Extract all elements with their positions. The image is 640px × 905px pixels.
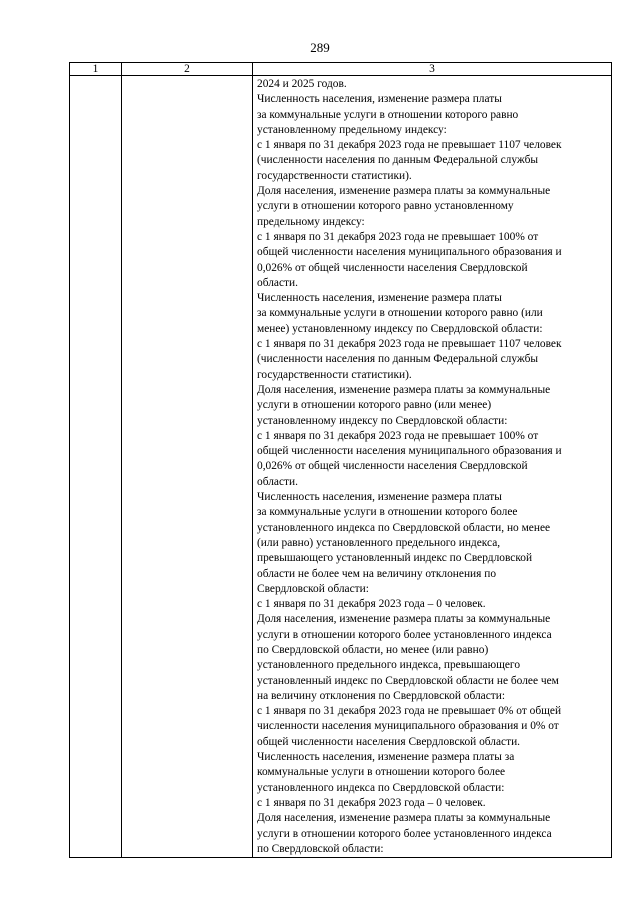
column-1-cell xyxy=(70,76,122,858)
text-line: за коммунальные услуги в отношении которого равно xyxy=(257,108,519,121)
text-line: по Свердловской области: xyxy=(257,842,384,855)
text-line: менее) установленному индексу по Свердловской области: xyxy=(257,322,543,335)
text-line: услуги в отношении которого равно установленному xyxy=(257,200,514,213)
text-line: 0,026% от общей численности населения Свердловской xyxy=(257,261,528,274)
text-line: превышающего установленный индекс по Свердловской xyxy=(257,552,533,565)
text-line: (численности населения по данным Федеральной службы xyxy=(257,353,539,366)
text-line: 2024 и 2025 годов. xyxy=(257,78,347,90)
text-line: с 1 января по 31 декабря 2023 года не превышает 100% от xyxy=(257,230,539,243)
text-line: общей численности населения Свердловской области. xyxy=(257,735,521,748)
text-line: услуги в отношении которого более установленного индекса xyxy=(257,827,552,840)
text-line: области не более чем на величину отклонения по xyxy=(257,567,497,580)
text-line: Численность населения, изменение размера платы за xyxy=(257,751,515,764)
column-2-cell xyxy=(122,76,253,858)
text-line: Численность населения, изменение размера платы xyxy=(257,491,502,504)
text-line: установленного предельного индекса, превышающего xyxy=(257,659,521,672)
text-line: общей численности населения муниципального образования и xyxy=(257,246,562,259)
column-header-1: 1 xyxy=(70,63,122,76)
text-line: услуги в отношении которого равно (или менее) xyxy=(257,399,492,412)
text-line: с 1 января по 31 декабря 2023 года не превышает 0% от общей xyxy=(257,705,562,718)
text-line: общей численности населения муниципального образования и xyxy=(257,445,562,458)
text-line: по Свердловской области, но менее (или равно) xyxy=(257,643,489,656)
text-line: с 1 января по 31 декабря 2023 года не превышает 100% от xyxy=(257,429,539,442)
text-line: Доля населения, изменение размера платы за коммунальные xyxy=(257,812,551,825)
text-line: установленный индекс по Свердловской области не более чем xyxy=(257,674,559,687)
column-3-cell xyxy=(253,76,612,858)
text-line: Численность населения, изменение размера платы xyxy=(257,93,502,106)
column-header-3: 3 xyxy=(253,63,612,76)
text-line: установленного индекса по Свердловской области: xyxy=(257,781,505,794)
text-line: коммунальные услуги в отношении которого более xyxy=(257,766,506,779)
text-line: области. xyxy=(257,475,298,488)
text-line: с 1 января по 31 декабря 2023 года не превышает 1107 человек xyxy=(257,338,562,351)
text-line: Доля населения, изменение размера платы за коммунальные xyxy=(257,383,551,396)
text-line: государственности статистики). xyxy=(257,169,412,182)
text-line: установленному предельному индексу: xyxy=(257,123,447,136)
text-line: (или равно) установленного предельного индекса, xyxy=(257,536,501,549)
page-number: 289 xyxy=(310,40,330,55)
text-line: Свердловской области: xyxy=(257,582,369,595)
text-line: Доля населения, изменение размера платы за коммунальные xyxy=(257,613,551,626)
text-line: за коммунальные услуги в отношении которого более xyxy=(257,506,518,519)
text-line: с 1 января по 31 декабря 2023 года – 0 человек. xyxy=(257,796,486,809)
text-line: области. xyxy=(257,276,298,289)
text-line: установленного индекса по Свердловской области, но менее xyxy=(257,521,551,534)
column-header-2: 2 xyxy=(122,63,253,76)
text-line: с 1 января по 31 декабря 2023 года не превышает 1107 человек xyxy=(257,139,562,152)
table-row xyxy=(70,76,612,858)
text-line: предельному индексу: xyxy=(257,215,365,228)
text-line: государственности статистики). xyxy=(257,368,412,381)
text-line: численности населения муниципального образования и 0% от xyxy=(257,720,559,733)
text-line: услуги в отношении которого более установленного индекса xyxy=(257,628,552,641)
text-line: с 1 января по 31 декабря 2023 года – 0 человек. xyxy=(257,598,486,611)
text-line: Доля населения, изменение размера платы за коммунальные xyxy=(257,185,551,198)
table-header-row xyxy=(70,63,612,76)
document-table xyxy=(69,62,612,858)
text-line: 0,026% от общей численности населения Свердловской xyxy=(257,460,528,473)
text-line: на величину отклонения по Свердловской области: xyxy=(257,689,506,702)
text-line: Численность населения, изменение размера платы xyxy=(257,292,502,305)
text-line: установленному индексу по Свердловской области: xyxy=(257,414,508,427)
text-line: (численности населения по данным Федеральной службы xyxy=(257,154,539,167)
text-line: за коммунальные услуги в отношении которого равно (или xyxy=(257,307,543,320)
